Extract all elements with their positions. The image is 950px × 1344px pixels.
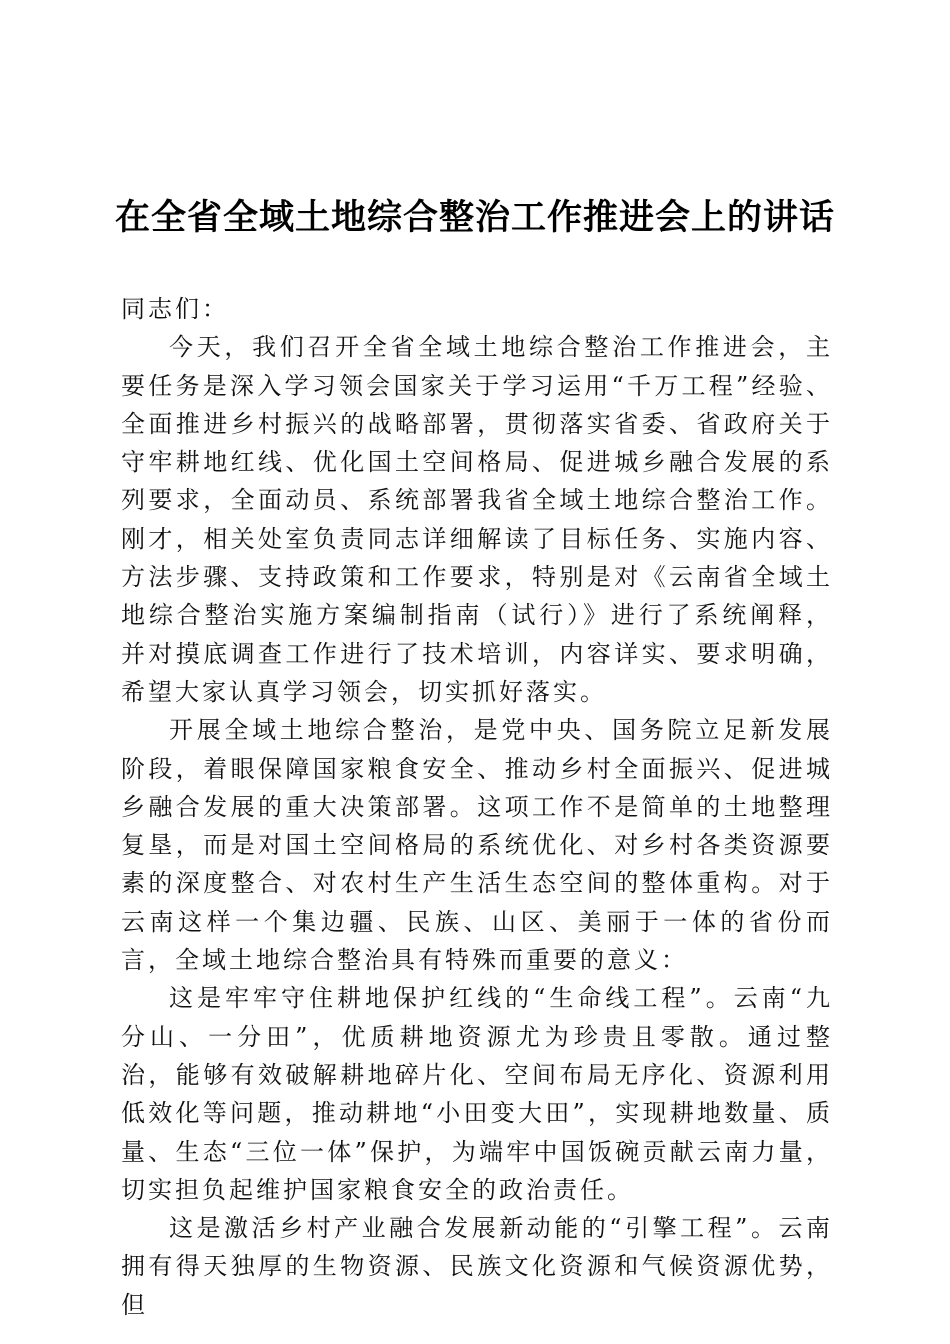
paragraph-1: 今天，我们召开全省全域土地综合整治工作推进会，主要任务是深入学习领会国家关于学习运用“千万工程”经验、全面推进乡村振兴的战略部署，贯彻落实省委、省政府关于守牢耕地红线、优化国土空间格局、促进城乡融合发展的系列要求，全面动员、系统部署我省全域土地综合整治工作。刚才，相关处室负责同志详细解读了目标任务、实施内容、方法步骤、支持政策和工作要求，特别是对《云南省全域土地综合整治实施方案编制指南（试行）》进行了系统阐释，并对摸底调查工作进行了技术培训，内容详实、要求明确，希望大家认真学习领会，切实抓好落实。 (121, 333, 833, 706)
salutation: 同志们： (121, 295, 229, 323)
paragraph-4: 这是激活乡村产业融合发展新动能的“引擎工程”。云南拥有得天独厚的生物资源、民族文化资源和气候资源优势，但 (121, 1214, 833, 1319)
document-body (121, 290, 833, 1324)
paragraph-3: 这是牢牢守住耕地保护红线的“生命线工程”。云南“九分山、一分田”，优质耕地资源尤为珍贵且零散。通过整治，能够有效破解耕地碎片化、空间布局无序化、资源利用低效化等问题，推动耕地“小田变大田”，实现耕地数量、质量、生态“三位一体”保护，为端牢中国饭碗贡献云南力量，切实担负起维护国家粮食安全的政治责任。 (121, 984, 833, 1204)
paragraph-2: 开展全域土地综合整治，是党中央、国务院立足新发展阶段，着眼保障国家粮食安全、推动乡村全面振兴、促进城乡融合发展的重大决策部署。这项工作不是简单的土地整理复垦，而是对国土空间格局的系统优化、对乡村各类资源要素的深度整合、对农村生产生活生态空间的整体重构。对于云南这样一个集边疆、民族、山区、美丽于一体的省份而言，全域土地综合整治具有特殊而重要的意义： (121, 716, 833, 975)
document-title: 在全省全域土地综合整治工作推进会上的讲话 (114, 197, 835, 238)
